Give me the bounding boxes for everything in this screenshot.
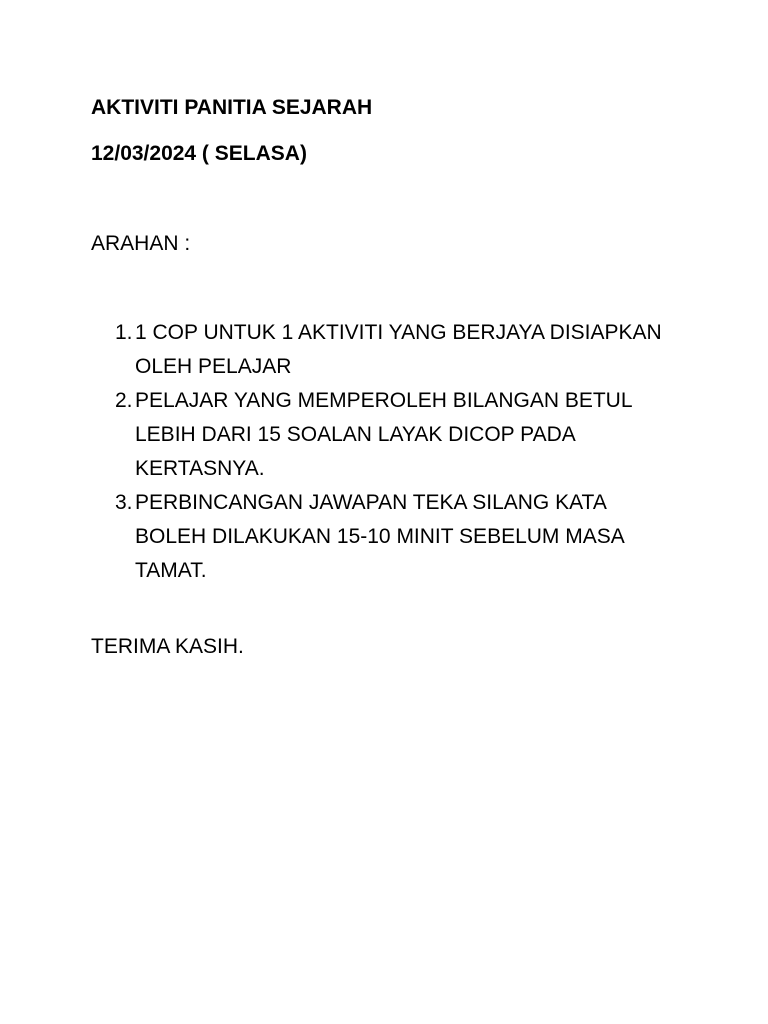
- list-item-line: KERTASNYA.: [135, 457, 265, 480]
- list-item-number: 2.: [115, 389, 133, 412]
- list-item-line: BOLEH DILAKUKAN 15-10 MINIT SEBELUM MASA: [135, 525, 625, 548]
- list-item-line: OLEH PELAJAR: [135, 355, 292, 378]
- list-item-number: 1.: [115, 321, 133, 344]
- list-item-line: PELAJAR YANG MEMPEROLEH BILANGAN BETUL: [135, 389, 633, 412]
- list-item-line: 1 COP UNTUK 1 AKTIVITI YANG BERJAYA DISIAPKAN: [135, 321, 662, 344]
- document-title: AKTIVITI PANITIA SEJARAH: [91, 96, 373, 119]
- list-item: [91, 384, 691, 486]
- instructions-label: ARAHAN :: [91, 232, 191, 255]
- list-item-line: PERBINCANGAN JAWAPAN TEKA SILANG KATA: [135, 491, 607, 514]
- list-item: [91, 486, 691, 588]
- list-item-line: LEBIH DARI 15 SOALAN LAYAK DICOP PADA: [135, 423, 576, 446]
- list-item-line: TAMAT.: [135, 559, 207, 582]
- list-item: [91, 316, 691, 384]
- closing-text: TERIMA KASIH.: [91, 635, 244, 658]
- list-item-number: 3.: [115, 491, 133, 514]
- instructions-list: [91, 316, 691, 588]
- document-date: 12/03/2024 ( SELASA): [91, 142, 307, 165]
